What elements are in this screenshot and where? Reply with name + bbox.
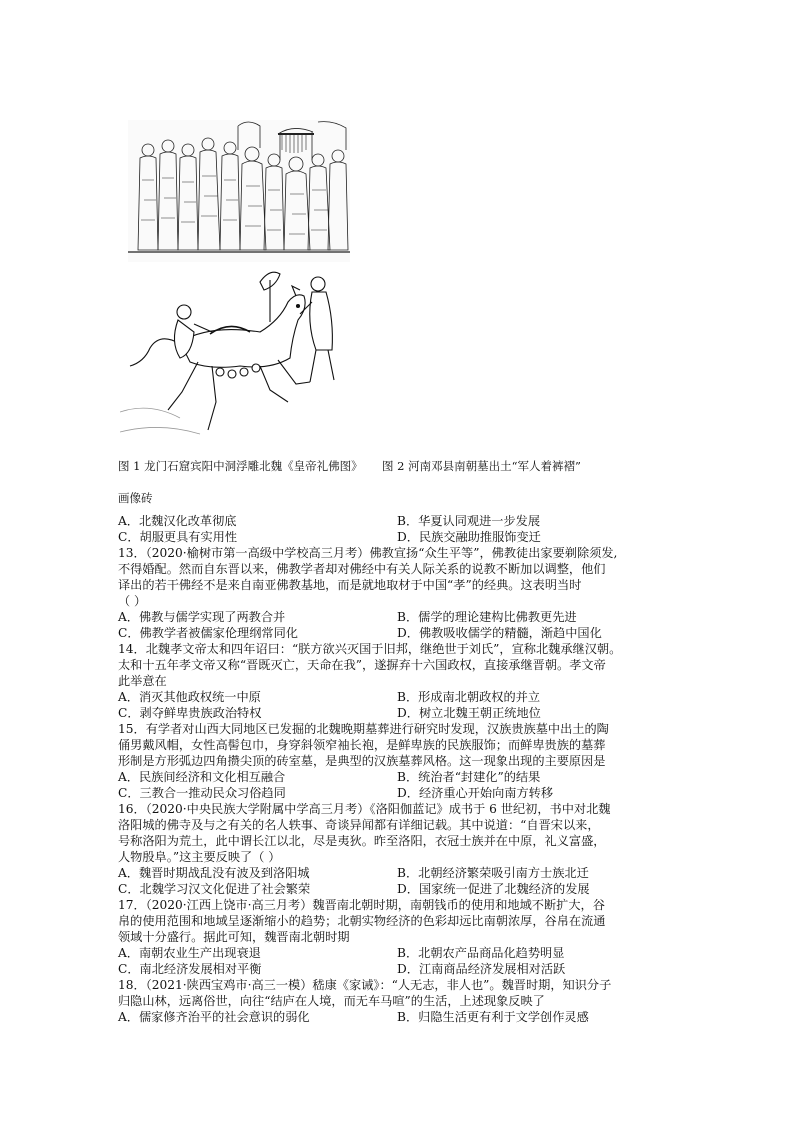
q12-option-a: A．北魏汉化改革彻底 — [118, 514, 237, 528]
q17-stem-line-3: 领域十分盛行。据此可知，魏晋南北朝时期 — [118, 930, 350, 944]
q18-option-b: B．归隐生活更有利于文学创作灵感 — [397, 1010, 589, 1024]
figure-2-caption-continued: 画像砖 — [118, 491, 153, 505]
q15-stem-line-2: 俑男戴风帽，女性高髻包巾，身穿斜领窄袖长袍，是鲜卑族的民族服饰；而鲜卑贵族的墓葬 — [118, 738, 606, 752]
q16-option-c: C．北魏学习汉文化促进了社会繁荣 — [118, 882, 311, 896]
q14-option-a: A．消灭其他政权统一中原 — [118, 690, 261, 704]
q17-option-d: D．江南商品经济发展相对活跃 — [397, 962, 566, 976]
figure-1-relief-image — [128, 120, 350, 262]
q18-stem-line-1: 18．（2021·陕西宝鸡市·高三一模）嵇康《家诫》：“人无志，非人也”。魏晋时期，知识分子 — [118, 978, 612, 992]
q17-option-b: B．北朝农产品商品化趋势明显 — [397, 946, 565, 960]
q12-option-b: B．华夏认同观进一步发展 — [397, 514, 541, 528]
q16-stem-line-4: 人物殷阜。”这主要反映了（ ） — [118, 850, 281, 864]
q14-stem-line-1: 14．北魏孝文帝太和四年诏曰：“朕方欲兴灭国于旧邦，继绝世于刘氏”，宣称北魏承继汉朝。 — [118, 642, 622, 656]
q13-option-c: C．佛教学者被儒家伦理纲常同化 — [118, 626, 298, 640]
q13-stem-line-3: 译出的若干佛经不是来自南亚佛教基地，而是就地取材于中国“孝”的经典。这表明当时 — [118, 578, 582, 592]
q13-answer-blank: （ ） — [118, 594, 147, 608]
q12-option-c: C．胡服更具有实用性 — [118, 530, 238, 544]
q14-option-d: D．树立北魏王朝正统地位 — [397, 706, 541, 720]
q15-option-c: C．三教合一推动民众习俗趋同 — [118, 786, 286, 800]
q13-option-d: D．佛教吸收儒学的精髓，渐趋中国化 — [397, 626, 602, 640]
q17-option-a: A．南朝农业生产出现衰退 — [118, 946, 261, 960]
q15-option-a: A．民族间经济和文化相互融合 — [118, 770, 286, 784]
q18-stem-line-2: 归隐山林，远离俗世，向往“结庐在人境，而无车马喧”的生活，上述现象反映了 — [118, 994, 545, 1008]
q15-option-d: D．经济重心开始向南方转移 — [397, 786, 554, 800]
q13-option-b: B．儒学的理论建构比佛教更先进 — [397, 610, 577, 624]
q16-option-d: D．国家统一促进了北魏经济的发展 — [397, 882, 590, 896]
q18-option-a: A．儒家修齐治平的社会意识的弱化 — [118, 1010, 310, 1024]
q17-stem-line-1: 17．（2020·江西上饶市·高三月考）魏晋南北朝时期，南朝钱币的使用和地域不断扩大，谷 — [118, 898, 605, 912]
q16-option-a: A．魏晋时期战乱没有波及到洛阳城 — [118, 866, 310, 880]
q14-option-c: C．剥夺鲜卑贵族政治特权 — [118, 706, 262, 720]
q14-option-b: B．形成南北朝政权的并立 — [397, 690, 541, 704]
figure-captions — [118, 458, 581, 474]
q17-option-c: C．南北经济发展相对平衡 — [118, 962, 262, 976]
q16-stem-line-2: 洛阳城的佛寺及与之有关的名人轶事、奇谈异闻都有详细记载。其中说道：“自晋宋以来， — [118, 818, 600, 832]
figure-2-caption: 图 2 河南邓县南朝墓出土“军人着裤褶” — [381, 459, 581, 473]
figure-1-caption: 图 1 龙门石窟宾阳中洞浮雕北魏《皇帝礼佛图》 — [118, 459, 363, 473]
q13-stem-line-1: 13．（2020·榆树市第一高级中学校高三月考）佛教宣扬“众生平等”，佛教徒出家要剃除须发, — [118, 546, 618, 560]
q16-option-b: B．北朝经济繁荣吸引南方士族北迁 — [397, 866, 589, 880]
q17-stem-line-2: 帛的使用范围和地域呈逐渐缩小的趋势；北朝实物经济的色彩却远比南朝浓厚，谷帛在流通 — [118, 914, 606, 928]
q13-option-a: A．佛教与儒学实现了两教合并 — [118, 610, 286, 624]
q12-option-d: D．民族交融助推服饰变迁 — [397, 530, 541, 544]
q15-stem-line-1: 15．有学者对山西大同地区已发掘的北魏晚期墓葬进行研究时发现，汉族贵族墓中出土的陶 — [118, 722, 609, 736]
q15-stem-line-3: 形制是方形弧边四角攒尖顶的砖室墓，是典型的汉族墓葬风格。这一现象出现的主要原因是 — [118, 754, 606, 768]
q16-stem-line-1: 16．（2020·中央民族大学附属中学高三月考）《洛阳伽蓝记》成书于 6 世纪初，书中对北魏 — [118, 802, 611, 816]
q13-stem-line-2: 不得婚配。然而自东晋以来，佛教学者却对佛经中有关人际关系的说教不断加以调整，他们 — [118, 562, 606, 576]
q15-option-b: B．统治者“封建化”的结果 — [397, 770, 541, 784]
q16-stem-line-3: 号称洛阳为荒土，此中谓长江以北，尽是夷狄。昨至洛阳，衣冠士族并在中原，礼义富盛， — [118, 834, 606, 848]
figure-2-brick-relief-image — [120, 262, 352, 442]
q14-stem-line-2: 太和十五年孝文帝又称“晋既灭亡，天命在我”，遂摒弃十六国政权，直接承继晋朝。孝文帝 — [118, 658, 606, 672]
q14-stem-line-3: 此举意在 — [118, 674, 167, 688]
